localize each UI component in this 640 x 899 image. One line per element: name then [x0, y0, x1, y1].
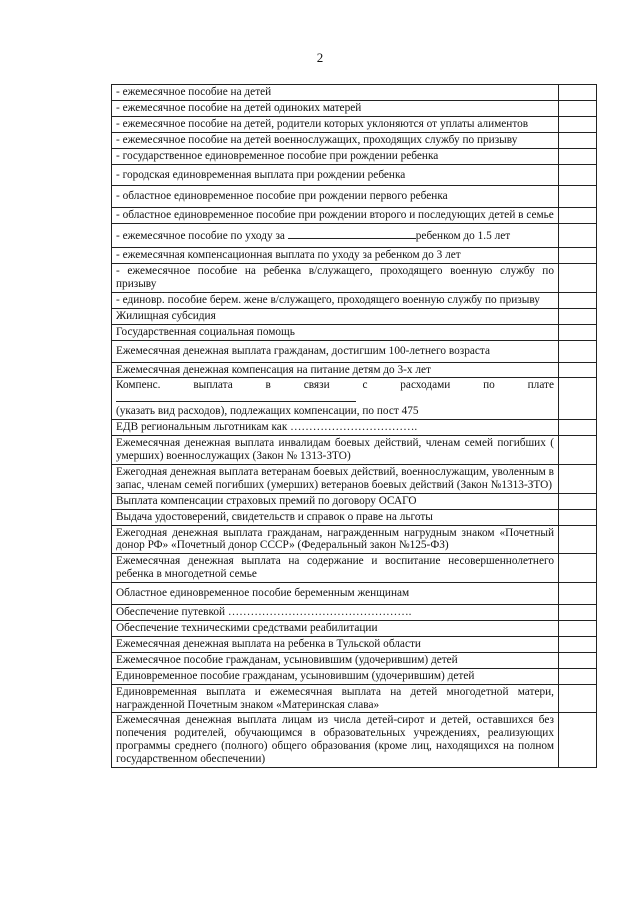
mark-cell[interactable] — [559, 324, 597, 340]
mark-cell[interactable] — [559, 652, 597, 668]
table-row — [112, 85, 597, 101]
mark-cell[interactable] — [559, 116, 597, 132]
mark-cell[interactable] — [559, 362, 597, 378]
mark-cell[interactable] — [559, 100, 597, 116]
table-row — [112, 248, 597, 264]
table-row — [112, 148, 597, 164]
row-text: Ежемесячная денежная выплата инвалидам боевых действий, членам семей погибших ( умерших) военнослужащих (Закон № 1313-ЗТО) — [112, 436, 559, 465]
table-row — [112, 605, 597, 621]
table-row — [112, 224, 597, 248]
table-row — [112, 464, 597, 493]
row-text: Ежемесячная денежная выплата на ребенка в Тульской области — [112, 636, 559, 652]
row-text: Государственная социальная помощь — [112, 324, 559, 340]
row-text: - ежемесячное пособие на ребенка в/служащего, проходящего военную службу по призыву — [112, 264, 559, 293]
table-row — [112, 378, 597, 420]
row-text: Областное единовременное пособие беременным женщинам — [112, 583, 559, 605]
table-row — [112, 362, 597, 378]
table-row — [112, 583, 597, 605]
row-text: Выдача удостоверений, свидетельств и справок о праве на льготы — [112, 509, 559, 525]
child-care-row-text — [112, 224, 559, 248]
row-text: - областное единовременное пособие при рождении первого ребенка — [112, 186, 559, 208]
row-text: - ежемесячная компенсационная выплата по уходу за ребенком до 3 лет — [112, 248, 559, 264]
table-row — [112, 340, 597, 362]
benefits-table — [111, 84, 597, 768]
table-row — [112, 208, 597, 224]
row-text: Ежемесячная денежная выплата лицам из числа детей-сирот и детей, оставшихся без попечения родителей, обучающимся в образовательных учреждениях, реализующих программы среднего (полного) общего образования (кроме лиц, находящихся на полном государственном обеспечении) — [112, 713, 559, 768]
mark-cell[interactable] — [559, 420, 597, 436]
child-care-before: - ежемесячное пособие по уходу за — [116, 230, 285, 243]
compensation-row-text — [112, 378, 559, 420]
compensation-line-2: (указать вид расходов), подлежащих компенсации, по пост 475 — [116, 405, 419, 418]
mark-cell[interactable] — [559, 248, 597, 264]
row-text: Ежемесячная денежная выплата гражданам, достигшим 100-летнего возраста — [112, 340, 559, 362]
table-row — [112, 116, 597, 132]
page-number: 2 — [316, 50, 324, 65]
mark-cell[interactable] — [559, 509, 597, 525]
mark-cell[interactable] — [559, 493, 597, 509]
table-row — [112, 100, 597, 116]
mark-cell[interactable] — [559, 132, 597, 148]
mark-cell[interactable] — [559, 186, 597, 208]
row-text: - ежемесячное пособие на детей, родители которых уклоняются от уплаты алиментов — [112, 116, 559, 132]
table-row — [112, 652, 597, 668]
mark-cell[interactable] — [559, 621, 597, 637]
mark-cell[interactable] — [559, 224, 597, 248]
mark-cell[interactable] — [559, 85, 597, 101]
row-text: - ежемесячное пособие на детей военнослужащих, проходящих службу по призыву — [112, 132, 559, 148]
mark-cell[interactable] — [559, 378, 597, 420]
row-text: - ежемесячное пособие на детей одиноких матерей — [112, 100, 559, 116]
row-text: Ежемесячное пособие гражданам, усыновившим (удочерившим) детей — [112, 652, 559, 668]
table-row — [112, 621, 597, 637]
table-row — [112, 164, 597, 186]
table-row — [112, 186, 597, 208]
row-text: - городская единовременная выплата при рождении ребенка — [112, 164, 559, 186]
mark-cell[interactable] — [559, 684, 597, 713]
table-row — [112, 713, 597, 768]
fill-in-blank[interactable] — [116, 392, 356, 402]
row-text: ЕДВ региональным льготникам как ……………………………. — [112, 420, 559, 436]
table-row — [112, 292, 597, 308]
mark-cell[interactable] — [559, 436, 597, 465]
table-row — [112, 509, 597, 525]
table-row — [112, 420, 597, 436]
mark-cell[interactable] — [559, 264, 597, 293]
child-care-after: ребенком до 1.5 лет — [415, 230, 511, 243]
mark-cell[interactable] — [559, 164, 597, 186]
mark-cell[interactable] — [559, 208, 597, 224]
table-row — [112, 324, 597, 340]
table-row — [112, 684, 597, 713]
mark-cell[interactable] — [559, 583, 597, 605]
row-text: - областное единовременное пособие при рождении второго и последующих детей в семье — [112, 208, 559, 224]
mark-cell[interactable] — [559, 292, 597, 308]
mark-cell[interactable] — [559, 525, 597, 554]
row-text: Единовременная выплата и ежемесячная выплата на детей многодетной матери, награжденной Почетным знаком «Материнская слава» — [112, 684, 559, 713]
table-row — [112, 636, 597, 652]
row-text: Ежемесячная денежная выплата на содержание и воспитание несовершеннолетнего ребенка в многодетной семье — [112, 554, 559, 583]
table-row — [112, 554, 597, 583]
fill-in-blank[interactable] — [288, 228, 416, 239]
row-text: - государственное единовременное пособие при рождении ребенка — [112, 148, 559, 164]
mark-cell[interactable] — [559, 605, 597, 621]
table-row — [112, 668, 597, 684]
table-row — [112, 525, 597, 554]
table-row — [112, 308, 597, 324]
row-text: Ежемесячная денежная компенсация на питание детям до 3-х лет — [112, 362, 559, 378]
row-text: Единовременное пособие гражданам, усыновившим (удочерившим) детей — [112, 668, 559, 684]
mark-cell[interactable] — [559, 148, 597, 164]
table-row — [112, 493, 597, 509]
mark-cell[interactable] — [559, 668, 597, 684]
row-text: - ежемесячное пособие на детей — [112, 85, 559, 101]
table-row — [112, 132, 597, 148]
row-text: Ежегодная денежная выплата ветеранам боевых действий, военнослужащим, уволенным в запас, членам семей погибших (умерших) ветеранов боевых действий (Закон №1313-ЗТО) — [112, 464, 559, 493]
row-text: Обеспечение техническими средствами реабилитации — [112, 621, 559, 637]
table-row — [112, 264, 597, 293]
row-text: Ежегодная денежная выплата гражданам, награжденным нагрудным знаком «Почетный донор РФ» «Почетный донор СССР» (Федеральный закон №125-ФЗ) — [112, 525, 559, 554]
compensation-line-1: Компенс. выплата в связи с расходами по плате — [116, 379, 554, 392]
row-text: Обеспечение путевкой …………………………………………. — [112, 605, 559, 621]
mark-cell[interactable] — [559, 636, 597, 652]
mark-cell[interactable] — [559, 554, 597, 583]
mark-cell[interactable] — [559, 308, 597, 324]
row-text: - единовр. пособие берем. жене в/служащего, проходящего военную службу по призыву — [112, 292, 559, 308]
row-text: Выплата компенсации страховых премий по договору ОСАГО — [112, 493, 559, 509]
mark-cell[interactable] — [559, 464, 597, 493]
row-text: Жилищная субсидия — [112, 308, 559, 324]
table-row — [112, 436, 597, 465]
mark-cell[interactable] — [559, 713, 597, 768]
mark-cell[interactable] — [559, 340, 597, 362]
